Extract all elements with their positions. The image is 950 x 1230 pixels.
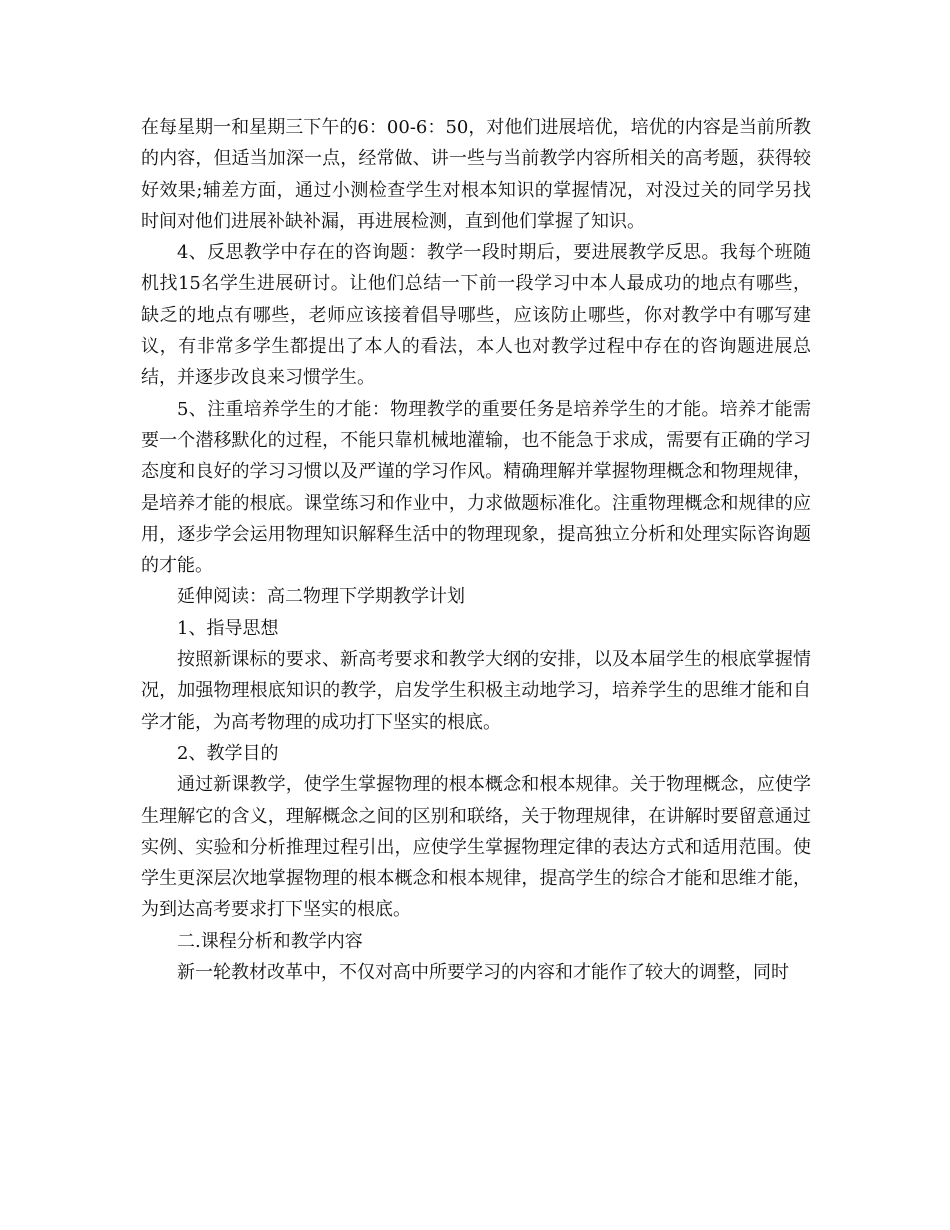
paragraph-7: 2、教学目的 <box>177 742 279 764</box>
paragraph-6: 按照新课标的要求、新高考要求和教学大纲的安排，以及本届学生的根底掌握情况，加强物理根底知识的教学，启发学生积极主动地学习，培养学生的思维才能和自学才能，为高考物理的成功打下坚实的根底。 <box>141 649 811 733</box>
paragraph-1: 在每星期一和星期三下午的6：00-6：50，对他们进展培优，培优的内容是当前所教的内容，但适当加深一点，经常做、讲一些与当前教学内容所相关的高考题，获得较好效果;辅差方面，通过小测检查学生对根本知识的掌握情况，对没过关的同学另找时间对他们进展补缺补漏，再进展检测，直到他们掌握了知识。 <box>141 117 811 232</box>
paragraph-2: 4、反思教学中存在的咨询题：教学一段时期后，要进展教学反思。我每个班随机找15名学生进展研讨。让他们总结一下前一段学习中本人最成功的地点有哪些，缺乏的地点有哪些，老师应该接着倡导哪些，应该防止哪些，你对教学中有哪写建议，有非常多学生都提出了本人的看法，本人也对教学过程中存在的咨询题进展总结，并逐步改良来习惯学生。 <box>141 242 811 389</box>
paragraph-5: 1、指导思想 <box>177 617 279 639</box>
paragraph-10: 新一轮教材改革中，不仅对高中所要学习的内容和才能作了较大的调整，同时 <box>177 962 789 984</box>
paragraph-8: 通过新课教学，使学生掌握物理的根本概念和根本规律。关于物理概念，应使学生理解它的含义，理解概念之间的区别和联络，关于物理规律，在讲解时要留意通过实例、实验和分析推理过程引出，应使学生掌握物理定律的表达方式和适用范围。使学生更深层次地掌握物理的根本概念和根本规律，提高学生的综合才能和思维才能，为到达高考要求打下坚实的根底。 <box>141 774 811 921</box>
paragraph-9: 二.课程分析和教学内容 <box>177 930 363 952</box>
paragraph-3: 5、注重培养学生的才能：物理教学的重要任务是培养学生的才能。培养才能需要一个潜移默化的过程，不能只靠机械地灌输，也不能急于求成，需要有正确的学习态度和良好的学习习惯以及严谨的学习作风。精确理解并掌握物理概念和物理规律，是培养才能的根底。课堂练习和作业中，力求做题标准化。注重物理概念和规律的应用，逐步学会运用物理知识解释生活中的物理现象，提高独立分析和处理实际咨询题的才能。 <box>141 398 811 577</box>
paragraph-4: 延伸阅读：高二物理下学期教学计划 <box>177 586 465 608</box>
document-page <box>141 112 811 988</box>
